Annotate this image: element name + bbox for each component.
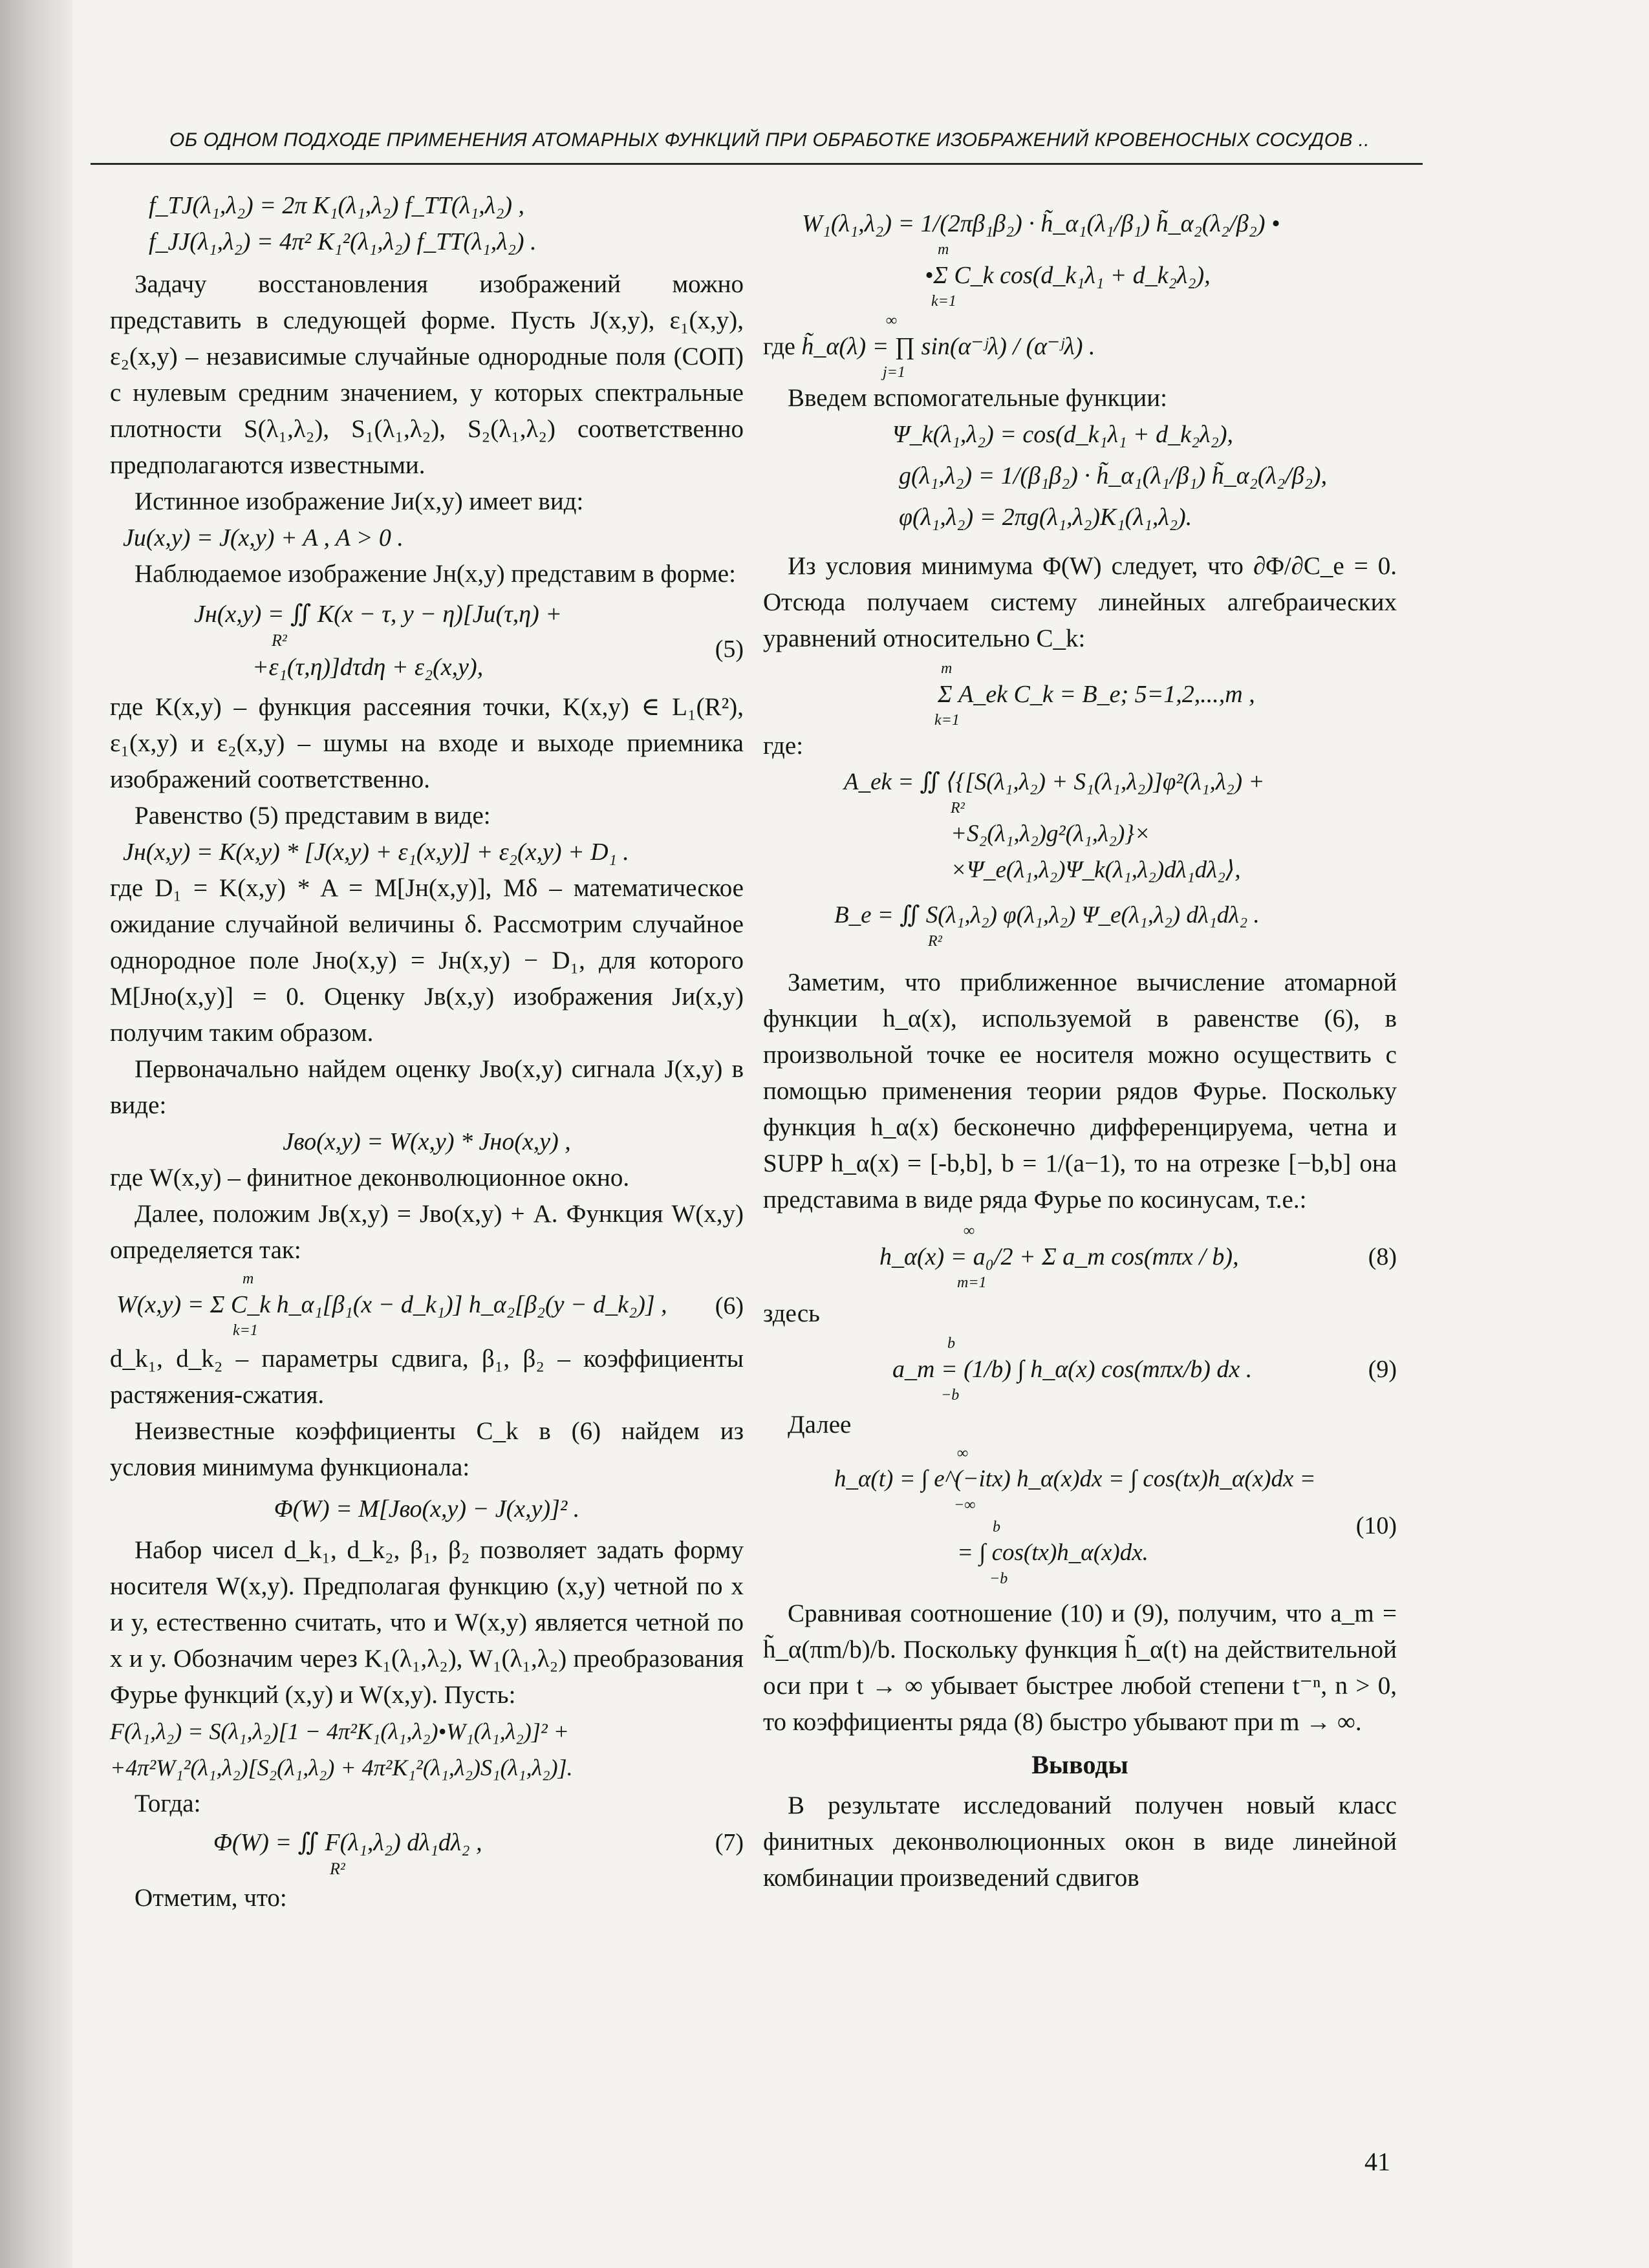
eq10b-lower: −b [989,1570,1008,1587]
eq-system: Σ A_ek C_k = B_e; 5=1,2,...,m , [938,681,1255,708]
eq10b-body: = ∫ cos(tx)h_α(x)dx. [957,1539,1148,1566]
running-header: ОБ ОДНОМ ПОДХОДЕ ПРИМЕНЕНИЯ АТОМАРНЫХ ФУНКЦИЙ ПРИ ОБРАБОТКЕ ИЗОБРАЖЕНИЙ КРОВЕНОСНЫХ СОСУДОВ .. [169,129,1370,151]
paragraph-atomic-approx: Заметим, что приближенное вычисление атомарной функции h_α(x), используемой в равенстве (6), в произвольной точке ее носителя можно осуществить с помощью применения теории рядов Фурье. Поскольку функция h_α(x) бесконечно дифференцируема, четна и SUPP h_α(x) = [-b,b], b = 1/(a−1), то на отрезке [−b,b] она представима в виде ряда Фурье по косинусам, т.е.: [763,968,1397,1214]
eq5-line1: Jн(x,y) = ∬ K(x − τ, y − η)[Jи(τ,η) + [194,601,562,628]
eq-F-line1: F(λ₁,λ₂) = S(λ₁,λ₂)[1 − 4π²K₁(λ₁,λ₂)•W₁(λ₁,λ₂)]² + [110,1718,569,1744]
equation-6 [110,1271,744,1338]
paragraph-observed-image: Наблюдаемое изображение Jн(x,y) представим в форме: [135,560,736,588]
eq-W1-lower: k=1 [931,293,956,310]
eq10a-upper: ∞ [957,1445,969,1462]
paragraph-psf: где K(x,y) – функция рассеяния точки, K(x,y) ∈ L₁(R²), ε₁(x,y) и ε₂(x,y) – шумы на входе и выходе приемника изображений соответственно. [110,693,744,793]
right-column [763,187,1397,1896]
eq10-number: (10) [1355,1512,1397,1539]
eq7-domain: R² [330,1859,345,1878]
eq-W1-upper: m [938,241,949,258]
eq6-number: (6) [715,1292,744,1320]
eq7-body: Φ(W) = ∬ F(λ₁,λ₂) dλ₁dλ₂ , [213,1829,482,1856]
eq5-domain: R² [272,631,287,650]
eq8-lower: m=1 [957,1274,987,1291]
eq6-upper: m [242,1270,254,1287]
eq-A-domain: R² [951,800,965,817]
eq-h-lower: j=1 [883,364,905,381]
equation-9 [763,1336,1397,1403]
eq6-lower: k=1 [233,1322,258,1339]
eq5-line2: +ε₁(τ,η)]dτdη + ε₂(x,y), [252,654,484,681]
eq-W1-sum: •Σ C_k cos(d_k₁λ₁ + d_k₂λ₂), [925,262,1211,289]
paragraph-conclusions: В результате исследований получен новый класс финитных деконволюционных окон в виде линейной комбинации произведений сдвигов [763,1792,1397,1892]
header-rule [91,163,1423,165]
eq-functional: Φ(W) = M[Jво(x,y) − J(x,y)]² . [274,1495,580,1523]
equation-10 [763,1446,1397,1587]
paragraph-where: где: [763,732,804,760]
eq-A-line2: +S₂(λ₁,λ₂)g²(λ₁,λ₂)}× [951,820,1151,847]
eq-A-line1: A_ek = ∬ ⟨{[S(λ₁,λ₂) + S₁(λ₁,λ₂)]φ²(λ₁,λ₂) + [844,769,1265,795]
paragraph-here: здесь [763,1300,820,1327]
paragraph-note: Отметим, что: [135,1884,287,1912]
paragraph-aux-functions: Введем вспомогательные функции: [788,384,1167,412]
eq8-number: (8) [1368,1243,1397,1270]
eq-system-lower: k=1 [934,712,960,729]
paragraph-d1: где D₁ = K(x,y) * A = M[Jн(x,y)], Mδ – математическое ожидание случайной величины δ. Рассмотрим случайное однородное поле Jно(x,y) = Jн(x,y) − D₁, для которого M[Jно(x,y)] = 0. Оценку Jв(x,y) изображения Jи(x,y) получим таким образом. [110,874,744,1047]
paragraph-window: где W(x,y) – финитное деконволюционное окно. [110,1164,630,1192]
paragraph-support: Набор чисел d_k₁, d_k₂, β₁, β₂ позволяет задать форму носителя W(x,y). Предполагая функцию (x,y) четной по x и y, естественно считать, что и W(x,y) является четной по x и y. Обозначим через K₁(λ₁,λ₂), W₁(λ₁,λ₂) преобразования Фурье функций (x,y) и W(x,y). Пусть: [110,1536,744,1709]
eq-g: g(λ₁,λ₂) = 1/(β₁β₂) · h̃_α₁(λ₁/β₁) h̃_α₂(λ₂/β₂), [899,462,1328,489]
eq-phi-small: φ(λ₁,λ₂) = 2πg(λ₁,λ₂)K₁(λ₁,λ₂). [899,504,1192,531]
paragraph-problem: Задачу восстановления изображений можно представить в следующей форме. Пусть J(x,y), ε₁(x,y), ε₂(x,y) – независимые случайные однородные поля (СОП) с нулевым средним значением, у которых спектральные плотности S(λ₁,λ₂), S₁(λ₁,λ₂), S₂(λ₁,λ₂) соответственно предполагаются известными. [110,270,744,479]
eq-B-domain: R² [928,933,942,950]
eq-fjj: f_JJ(λ₁,λ₂) = 4π² K₁²(λ₁,λ₂) f_TT(λ₁,λ₂) . [149,228,537,255]
paragraph-comparison: Сравнивая соотношение (10) и (9), получим, что a_m = h̃_α(πm/b)/b. Поскольку функция h̃_α(t) на действительной оси при t → ∞ убывает быстрее любой степени t⁻ⁿ, n > 0, то коэффициенты ряда (8) быстро убывают при m → ∞. [763,1599,1397,1736]
left-column [110,187,744,1916]
eq10a-body: h_α(t) = ∫ e^(−itx) h_α(x)dx = ∫ cos(tx)h_α(x)dx = [834,1466,1316,1492]
eq9-number: (9) [1368,1356,1397,1383]
eq8-body: h_α(x) = a₀/2 + Σ a_m cos(mπx / b), [879,1243,1239,1270]
eq-estimate: Jво(x,y) = W(x,y) * Jно(x,y) , [283,1128,571,1155]
eq-h-prefix: где [763,333,795,360]
eq7-number: (7) [715,1829,744,1856]
paragraph-initial-estimate: Первоначально найдем оценку Jво(x,y) сигнала J(x,y) в виде: [110,1055,744,1119]
eq-A-line3: ×Ψ_e(λ₁,λ₂)Ψ_k(λ₁,λ₂)dλ₁dλ₂⟩, [951,857,1241,883]
paragraph-true-image: Истинное изображение Jи(x,y) имеет вид: [135,487,584,515]
eq-h-upper: ∞ [886,312,898,329]
eq10b-upper: b [993,1519,1000,1535]
paragraph-shift-params: d_k₁, d_k₂ – параметры сдвига, β₁, β₂ – коэффициенты растяжения-сжатия. [110,1345,744,1409]
equation-5 [110,596,744,685]
eq-true-image: Jи(x,y) = J(x,y) + A , A > 0 . [123,524,404,551]
eq-psi: Ψ_k(λ₁,λ₂) = cos(d_k₁λ₁ + d_k₂λ₂), [892,421,1233,448]
eq9-body: a_m = (1/b) ∫ h_α(x) cos(mπx/b) dx . [892,1356,1253,1383]
page-number: 41 [1364,2147,1390,2176]
eq-h-tilde [763,328,1397,365]
paragraph-then: Тогда: [135,1790,201,1817]
eq-ftj: f_TJ(λ₁,λ₂) = 2π K₁(λ₁,λ₂) f_TT(λ₁,λ₂) , [149,192,525,219]
eq-convolution: Jн(x,y) = K(x,y) * [J(x,y) + ε₁(x,y)] + ε₂(x,y) + D₁ . [123,839,629,866]
eq8-upper: ∞ [964,1223,975,1239]
eq9-upper: b [947,1335,955,1352]
eq-h-body: h̃_α(λ) = ∏ sin(α⁻ʲλ) / (α⁻ʲλ) . [801,333,1095,360]
equation-8 [763,1223,1397,1290]
eq-F-line2: +4π²W₁²(λ₁,λ₂)[S₂(λ₁,λ₂) + 4π²K₁²(λ₁,λ₂)S₁(λ₁,λ₂)]. [110,1755,573,1781]
eq6-body: W(x,y) = Σ C_k h_α₁[β₁(x − d_k₁)] h_α₂[β₂(y − d_k₂)] , [116,1291,667,1318]
paragraph-define-w: Далее, положим Jв(x,y) = Jво(x,y) + A. Функция W(x,y) определяется так: [110,1200,744,1264]
eq-B: B_e = ∬ S(λ₁,λ₂) φ(λ₁,λ₂) Ψ_e(λ₁,λ₂) dλ₁dλ₂ . [834,902,1260,928]
page-spine-shadow [0,0,72,2268]
eq9-lower: −b [941,1387,960,1404]
eq-system-upper: m [941,660,953,677]
eq10a-lower: −∞ [954,1497,976,1514]
paragraph-further: Далее [788,1411,852,1439]
eq5-number: (5) [715,636,744,663]
paragraph-coefficients: Неизвестные коэффициенты C_k в (6) найдем из условия минимума функционала: [110,1417,744,1481]
paragraph-minimum: Из условия минимума Φ(W) следует, что ∂Φ/∂C_e = 0. Отсюда получаем систему линейных алгебраических уравнений относительно C_k: [763,552,1397,652]
paragraph-equality: Равенство (5) представим в виде: [135,802,491,829]
equation-7 [110,1824,744,1878]
eq-W1: W₁(λ₁,λ₂) = 1/(2πβ₁β₂) · h̃_α₁(λ₁/β₁) h̃_α₂(λ₂/β₂) • [802,210,1280,237]
section-heading-conclusions: Выводы [1031,1750,1128,1779]
